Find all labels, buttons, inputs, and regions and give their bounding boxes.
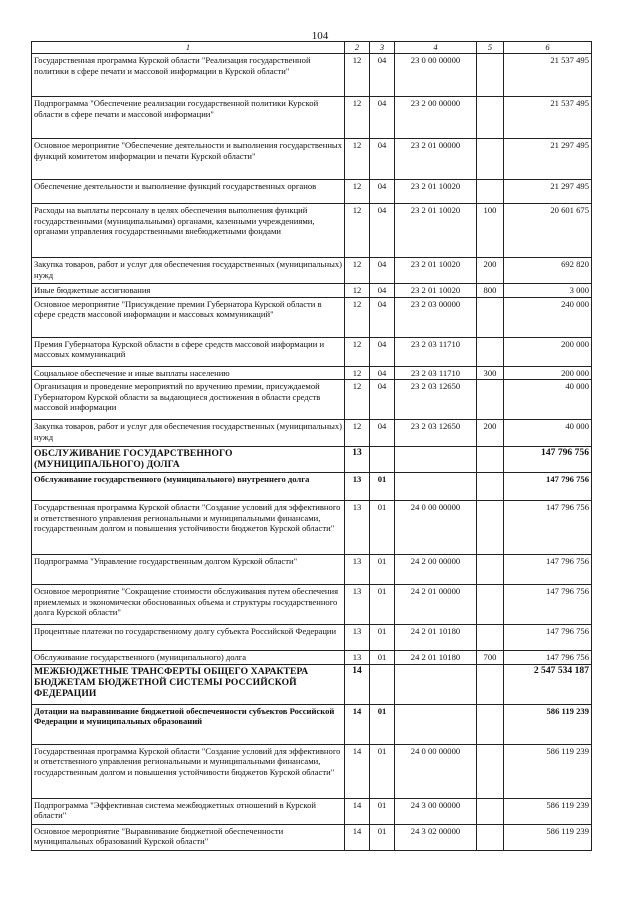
row-subsection: 01 [370, 824, 395, 850]
row-subsection: 01 [370, 501, 395, 555]
row-amount: 2 547 534 187 [504, 664, 592, 704]
row-expense-type: 300 [477, 366, 504, 380]
row-expense-type: 100 [477, 204, 504, 258]
row-amount: 586 119 239 [504, 824, 592, 850]
row-amount: 147 796 756 [504, 625, 592, 651]
row-target-item: 23 0 00 00000 [395, 54, 477, 97]
row-name: Дотации на выравнивание бюджетной обеспеченности субъектов Российской Федерации и муниципальных образований [32, 704, 345, 744]
row-target-item: 23 2 03 11710 [395, 366, 477, 380]
column-header-subsection: 3 [370, 42, 395, 54]
table-row [32, 337, 592, 366]
table-row [32, 555, 592, 585]
row-target-item: 24 3 02 00000 [395, 824, 477, 850]
table-row [32, 54, 592, 97]
row-section: 13 [345, 501, 370, 555]
table-row [32, 664, 592, 704]
row-target-item: 24 0 00 00000 [395, 744, 477, 798]
row-section: 13 [345, 473, 370, 501]
row-amount: 200 000 [504, 366, 592, 380]
row-section: 12 [345, 297, 370, 337]
row-subsection: 04 [370, 297, 395, 337]
table-row [32, 447, 592, 473]
row-expense-type [477, 744, 504, 798]
column-header-section: 2 [345, 42, 370, 54]
row-target-item: 23 2 03 12650 [395, 380, 477, 420]
row-section: 12 [345, 284, 370, 298]
row-target-item: 23 2 01 00000 [395, 139, 477, 180]
row-section: 12 [345, 366, 370, 380]
row-subsection: 01 [370, 585, 395, 625]
row-section: 14 [345, 824, 370, 850]
row-expense-type [477, 555, 504, 585]
row-section: 14 [345, 704, 370, 744]
column-header-amount: 6 [504, 42, 592, 54]
row-expense-type [477, 585, 504, 625]
row-section: 12 [345, 54, 370, 97]
table-row [32, 258, 592, 284]
row-subsection: 04 [370, 380, 395, 420]
row-name: Обеспечение деятельности и выполнение функций государственных органов [32, 180, 345, 204]
row-name: Государственная программа Курской области "Создание условий для эффективного и ответственного управления региональными и муниципальными финансами, государственным долгом и повышения устойчивости бюджетов Курской области" [32, 744, 345, 798]
row-amount: 20 601 675 [504, 204, 592, 258]
row-amount: 21 297 495 [504, 180, 592, 204]
row-amount: 586 119 239 [504, 704, 592, 744]
row-subsection: 01 [370, 625, 395, 651]
row-name: Закупка товаров, работ и услуг для обеспечения государственных (муниципальных) нужд [32, 258, 345, 284]
row-expense-type [477, 380, 504, 420]
row-name: Социальное обеспечение и иные выплаты населению [32, 366, 345, 380]
row-expense-type [477, 824, 504, 850]
row-amount: 40 000 [504, 380, 592, 420]
row-name: Организация и проведение мероприятий по вручению премии, присуждаемой Губернатором Курской области за выдающиеся достижения в области средств массовой информации [32, 380, 345, 420]
row-subsection: 01 [370, 798, 395, 824]
column-header-name: 1 [32, 42, 345, 54]
row-amount: 21 537 495 [504, 54, 592, 97]
row-amount: 147 796 756 [504, 501, 592, 555]
table-row [32, 297, 592, 337]
row-name: Государственная программа Курской области "Создание условий для эффективного и ответственного управления региональными и муниципальными финансами, государственным долгом и повышения устойчивости бюджетов Курской области" [32, 501, 345, 555]
row-subsection: 01 [370, 744, 395, 798]
row-subsection: 04 [370, 420, 395, 447]
row-expense-type [477, 501, 504, 555]
row-section: 12 [345, 380, 370, 420]
table-row [32, 473, 592, 501]
row-target-item: 24 2 00 00000 [395, 555, 477, 585]
table-row [32, 380, 592, 420]
column-number-row [32, 42, 592, 54]
row-amount: 147 796 756 [504, 651, 592, 665]
row-expense-type: 200 [477, 258, 504, 284]
row-section: 12 [345, 337, 370, 366]
row-expense-type: 200 [477, 420, 504, 447]
row-target-item: 24 2 01 10180 [395, 625, 477, 651]
row-subsection: 04 [370, 139, 395, 180]
row-name: Подпрограмма "Управление государственным долгом Курской области" [32, 555, 345, 585]
row-expense-type: 700 [477, 651, 504, 665]
table-row [32, 798, 592, 824]
row-amount: 586 119 239 [504, 798, 592, 824]
row-subsection: 04 [370, 258, 395, 284]
row-amount: 3 000 [504, 284, 592, 298]
row-name: Подпрограмма "Эффективная система межбюджетных отношений в Курской области" [32, 798, 345, 824]
row-section: 12 [345, 139, 370, 180]
row-target-item: 23 2 01 10020 [395, 204, 477, 258]
row-section: 14 [345, 664, 370, 704]
row-expense-type [477, 180, 504, 204]
row-target-item: 23 2 00 00000 [395, 97, 477, 139]
table-row [32, 625, 592, 651]
row-expense-type [477, 297, 504, 337]
row-subsection [370, 447, 395, 473]
row-section: 14 [345, 744, 370, 798]
row-section: 14 [345, 798, 370, 824]
row-target-item [395, 473, 477, 501]
table-row [32, 704, 592, 744]
row-amount: 40 000 [504, 420, 592, 447]
row-section: 13 [345, 625, 370, 651]
row-expense-type [477, 337, 504, 366]
row-section: 12 [345, 420, 370, 447]
table-row [32, 651, 592, 665]
row-expense-type [477, 447, 504, 473]
row-name: Иные бюджетные ассигнования [32, 284, 345, 298]
row-section: 13 [345, 651, 370, 665]
row-target-item: 23 2 01 10020 [395, 258, 477, 284]
row-name: Процентные платежи по государственному долгу субъекта Российской Федерации [32, 625, 345, 651]
row-amount: 586 119 239 [504, 744, 592, 798]
row-name: Основное мероприятие "Обеспечение деятельности и выполнения государственных функций комитетом информации и печати Курской области" [32, 139, 345, 180]
row-subsection: 04 [370, 180, 395, 204]
row-amount: 240 000 [504, 297, 592, 337]
row-name: Основное мероприятие "Выравнивание бюджетной обеспеченности муниципальных образований Курской области" [32, 824, 345, 850]
row-name: ОБСЛУЖИВАНИЕ ГОСУДАРСТВЕННОГО (МУНИЦИПАЛЬНОГО) ДОЛГА [32, 447, 345, 473]
row-amount: 692 820 [504, 258, 592, 284]
row-subsection: 01 [370, 651, 395, 665]
row-section: 13 [345, 555, 370, 585]
table-row [32, 180, 592, 204]
row-target-item: 23 2 01 10020 [395, 180, 477, 204]
table-row [32, 139, 592, 180]
column-header-expense-type: 5 [477, 42, 504, 54]
row-expense-type: 800 [477, 284, 504, 298]
row-subsection: 04 [370, 284, 395, 298]
row-name: МЕЖБЮДЖЕТНЫЕ ТРАНСФЕРТЫ ОБЩЕГО ХАРАКТЕРА БЮДЖЕТАМ БЮДЖЕТНОЙ СИСТЕМЫ РОССИЙСКОЙ ФЕДЕРАЦИИ [32, 664, 345, 704]
row-amount: 147 796 756 [504, 473, 592, 501]
table-row [32, 420, 592, 447]
table-row [32, 585, 592, 625]
table-row [32, 824, 592, 850]
table-row [32, 366, 592, 380]
row-expense-type [477, 664, 504, 704]
row-expense-type [477, 798, 504, 824]
row-target-item: 23 2 03 11710 [395, 337, 477, 366]
row-subsection: 04 [370, 204, 395, 258]
row-subsection: 04 [370, 366, 395, 380]
row-target-item: 24 0 00 00000 [395, 501, 477, 555]
row-subsection: 01 [370, 555, 395, 585]
row-amount: 21 297 495 [504, 139, 592, 180]
row-name: Премия Губернатора Курской области в сфере средств массовой информации и массовых коммуникаций [32, 337, 345, 366]
row-subsection: 04 [370, 54, 395, 97]
table-row [32, 97, 592, 139]
row-expense-type [477, 473, 504, 501]
row-target-item: 23 2 01 10020 [395, 284, 477, 298]
row-subsection: 04 [370, 337, 395, 366]
row-section: 12 [345, 204, 370, 258]
row-section: 12 [345, 258, 370, 284]
row-name: Закупка товаров, работ и услуг для обеспечения государственных (муниципальных) нужд [32, 420, 345, 447]
row-target-item: 23 2 03 00000 [395, 297, 477, 337]
row-subsection: 01 [370, 473, 395, 501]
row-amount: 21 537 495 [504, 97, 592, 139]
budget-table [31, 41, 592, 851]
row-target-item: 24 3 00 00000 [395, 798, 477, 824]
row-expense-type [477, 54, 504, 97]
row-name: Обслуживание государственного (муниципального) долга [32, 651, 345, 665]
row-subsection: 04 [370, 97, 395, 139]
row-name: Расходы на выплаты персоналу в целях обеспечения выполнения функций государственными (муниципальными) органами, казенными учреждениями, органами управления государственными внебюджетными фондами [32, 204, 345, 258]
row-target-item [395, 664, 477, 704]
row-name: Основное мероприятие "Присуждение премии Губернатора Курской области в сфере средств массовой информации и массовых коммуникаций" [32, 297, 345, 337]
row-expense-type [477, 704, 504, 744]
row-target-item [395, 704, 477, 744]
row-expense-type [477, 97, 504, 139]
row-subsection [370, 664, 395, 704]
row-amount: 147 796 756 [504, 585, 592, 625]
row-amount: 147 796 756 [504, 555, 592, 585]
row-section: 12 [345, 97, 370, 139]
row-target-item: 24 2 01 10180 [395, 651, 477, 665]
row-target-item [395, 447, 477, 473]
row-name: Подпрограмма "Обеспечение реализации государственной политики Курской области в сфере печати и массовой информации" [32, 97, 345, 139]
row-expense-type [477, 625, 504, 651]
table-row [32, 204, 592, 258]
row-target-item: 24 2 01 00000 [395, 585, 477, 625]
row-section: 13 [345, 447, 370, 473]
table-row [32, 284, 592, 298]
row-section: 13 [345, 585, 370, 625]
row-expense-type [477, 139, 504, 180]
row-amount: 147 796 756 [504, 447, 592, 473]
table-row [32, 501, 592, 555]
column-header-target-item: 4 [395, 42, 477, 54]
page-number: 104 [311, 30, 329, 42]
row-name: Государственная программа Курской области "Реализация государственной политики в сфере печати и массовой информации в Курской области" [32, 54, 345, 97]
row-section: 12 [345, 180, 370, 204]
row-subsection: 01 [370, 704, 395, 744]
row-target-item: 23 2 03 12650 [395, 420, 477, 447]
table-row [32, 744, 592, 798]
row-name: Основное мероприятие "Сокращение стоимости обслуживания путем обеспечения приемлемых и экономически обоснованных объема и структуры государственного долга Курской области" [32, 585, 345, 625]
row-amount: 200 000 [504, 337, 592, 366]
row-name: Обслуживание государственного (муниципального) внутреннего долга [32, 473, 345, 501]
